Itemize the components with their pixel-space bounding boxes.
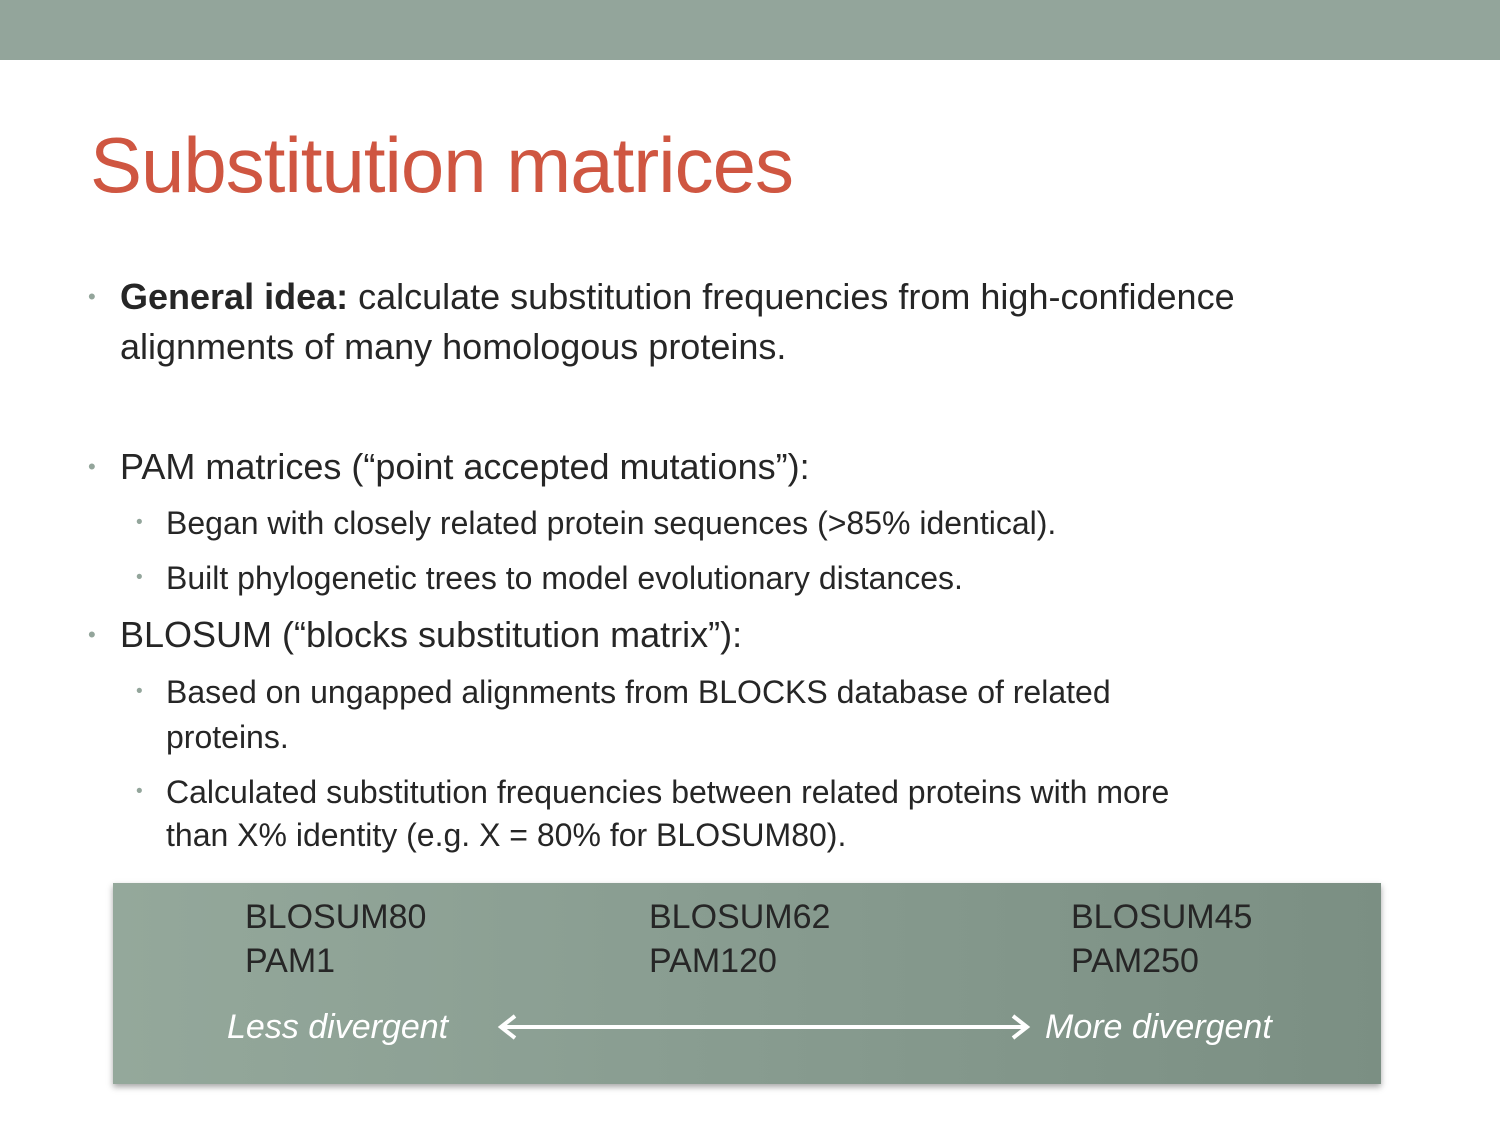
general-idea-text: calculate substitution frequencies from high-confidence (348, 276, 1235, 317)
matrix-pam-label: PAM1 (245, 942, 336, 980)
bullet-dot: • (88, 622, 96, 647)
divergence-callout-box (113, 883, 1381, 1084)
pam-sub-2-text: Built phylogenetic trees to model evolutionary distances. (166, 560, 963, 596)
more-divergent-label: More divergent (1045, 1008, 1272, 1046)
blosum-heading-text: BLOSUM (“blocks substitution matrix”): (120, 614, 743, 655)
pam-sub-1-text: Began with closely related protein sequences (>85% identical). (166, 505, 1057, 541)
bullet-blosum-heading (88, 610, 743, 660)
sub-bullet-dot: • (136, 781, 143, 802)
blosum-sub-2-text-continued: than X% identity (e.g. X = 80% for BLOSUM80). (166, 817, 847, 853)
less-divergent-label: Less divergent (227, 1008, 449, 1046)
sub-bullet-blosum-2 (136, 770, 1170, 814)
matrix-blosum-label: BLOSUM80 (245, 898, 427, 936)
blosum-sub-2-text: Calculated substitution frequencies between related proteins with more (166, 774, 1170, 810)
double-headed-arrow-icon (497, 1012, 1031, 1042)
matrix-blosum-label: BLOSUM45 (1071, 898, 1253, 936)
slide-title: Substitution matrices (90, 121, 793, 209)
sub-bullet-dot: • (136, 681, 143, 702)
matrix-column-more (1071, 895, 1252, 983)
sub-bullet-pam-2 (136, 556, 963, 600)
blosum-sub-1-text-continued: proteins. (166, 719, 289, 755)
blosum-sub-1-text: Based on ungapped alignments from BLOCKS database of related (166, 674, 1111, 710)
bullet-general-idea-continued (120, 322, 786, 372)
pam-heading-text: PAM matrices (“point accepted mutations”): (120, 446, 810, 487)
bullet-dot: • (88, 284, 96, 309)
general-idea-text-continued: alignments of many homologous proteins. (120, 326, 787, 367)
bullet-pam-heading (88, 442, 810, 492)
sub-bullet-blosum-2-continued (166, 813, 846, 857)
matrix-pam-label: PAM120 (649, 942, 777, 980)
matrix-pam-label: PAM250 (1071, 942, 1199, 980)
bullet-dot: • (88, 454, 96, 479)
sub-bullet-pam-1 (136, 501, 1057, 545)
sub-bullet-blosum-1 (136, 670, 1111, 714)
bullet-general-idea (88, 272, 1235, 322)
general-idea-label: General idea: (120, 276, 349, 317)
matrix-blosum-label: BLOSUM62 (649, 898, 831, 936)
sub-bullet-dot: • (136, 567, 143, 588)
matrix-column-middle (649, 895, 830, 983)
sub-bullet-dot: • (136, 512, 143, 533)
sub-bullet-blosum-1-continued (166, 715, 289, 759)
matrix-column-less (245, 895, 426, 983)
